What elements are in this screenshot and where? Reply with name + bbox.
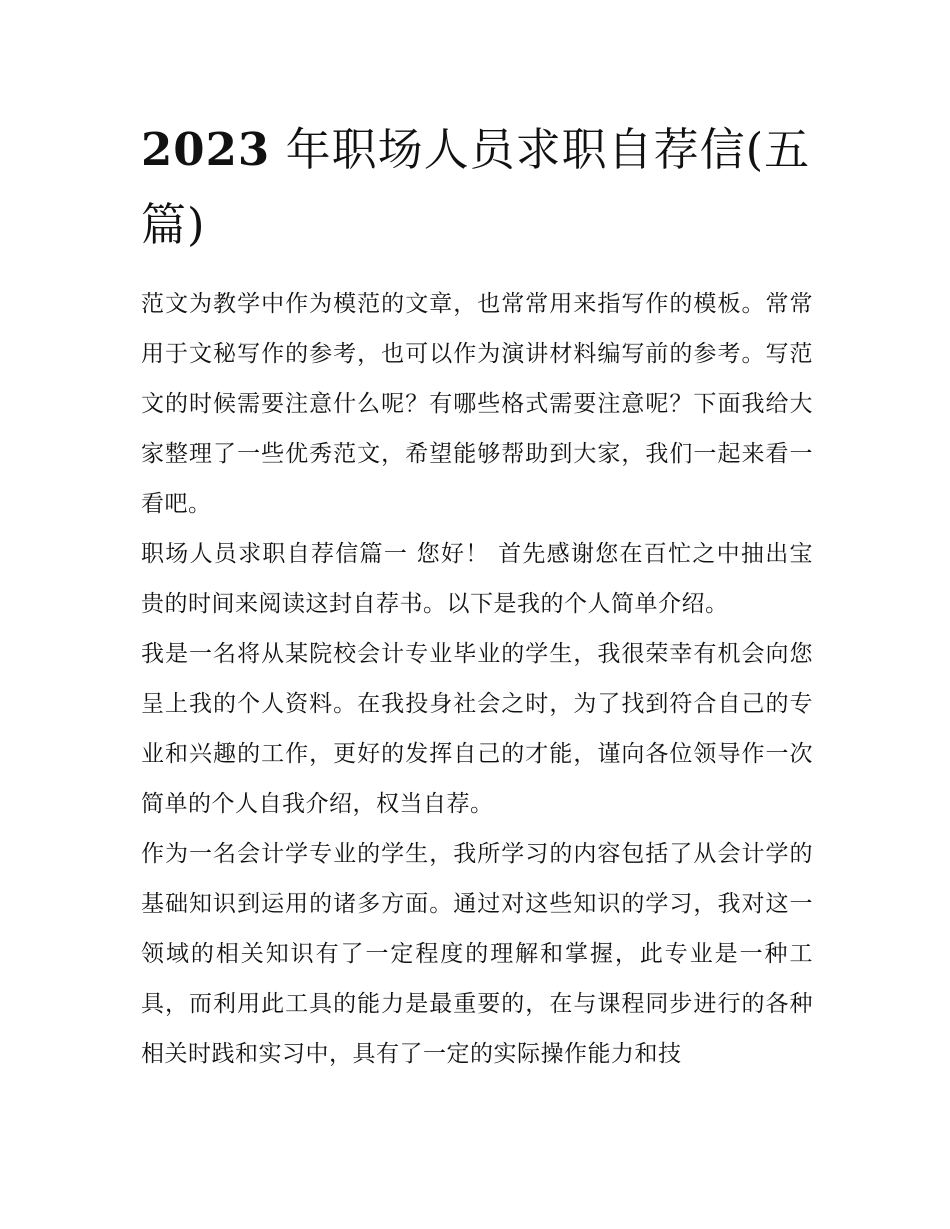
document-body [141, 279, 813, 1079]
document-page [141, 112, 813, 1079]
document-title [141, 112, 813, 262]
education-paragraph: 作为一名会计学专业的学生，我所学习的内容包括了从会计学的基础知识到运用的诸多方面。通过对这些知识的学习，我对这一领域的相关知识有了一定程度的理解和掌握，此专业是一种工具，而利用此工具的能力是最重要的，在与课程同步进行的各种相关时践和实习中，具有了一定的实际操作能力和技 [141, 841, 813, 1067]
title-year: 2023 [141, 123, 271, 176]
intro-paragraph: 范文为教学中作为模范的文章，也常常用来指写作的模板。常常用于文秘写作的参考，也可以作为演讲材料编写前的参考。写范文的时候需要注意什么呢？有哪些格式需要注意呢？下面我给大家整理了一些优秀范文，希望能够帮助到大家，我们一起来看一看吧。 [141, 291, 813, 517]
title-text: 年职场人员求职自荐信(五篇) [141, 123, 811, 251]
self-introduction-paragraph: 我是一名将从某院校会计专业毕业的学生，我很荣幸有机会向您呈上我的个人资料。在我投身社会之时，为了找到符合自己的专业和兴趣的工作，更好的发挥自己的才能，谨向各位领导作一次简单的个人自我介绍，权当自荐。 [141, 641, 813, 817]
letter-opening-paragraph: 职场人员求职自荐信篇一 您好！ 首先感谢您在百忙之中抽出宝贵的时间来阅读这封自荐书。以下是我的个人简单介绍。 [141, 541, 813, 617]
